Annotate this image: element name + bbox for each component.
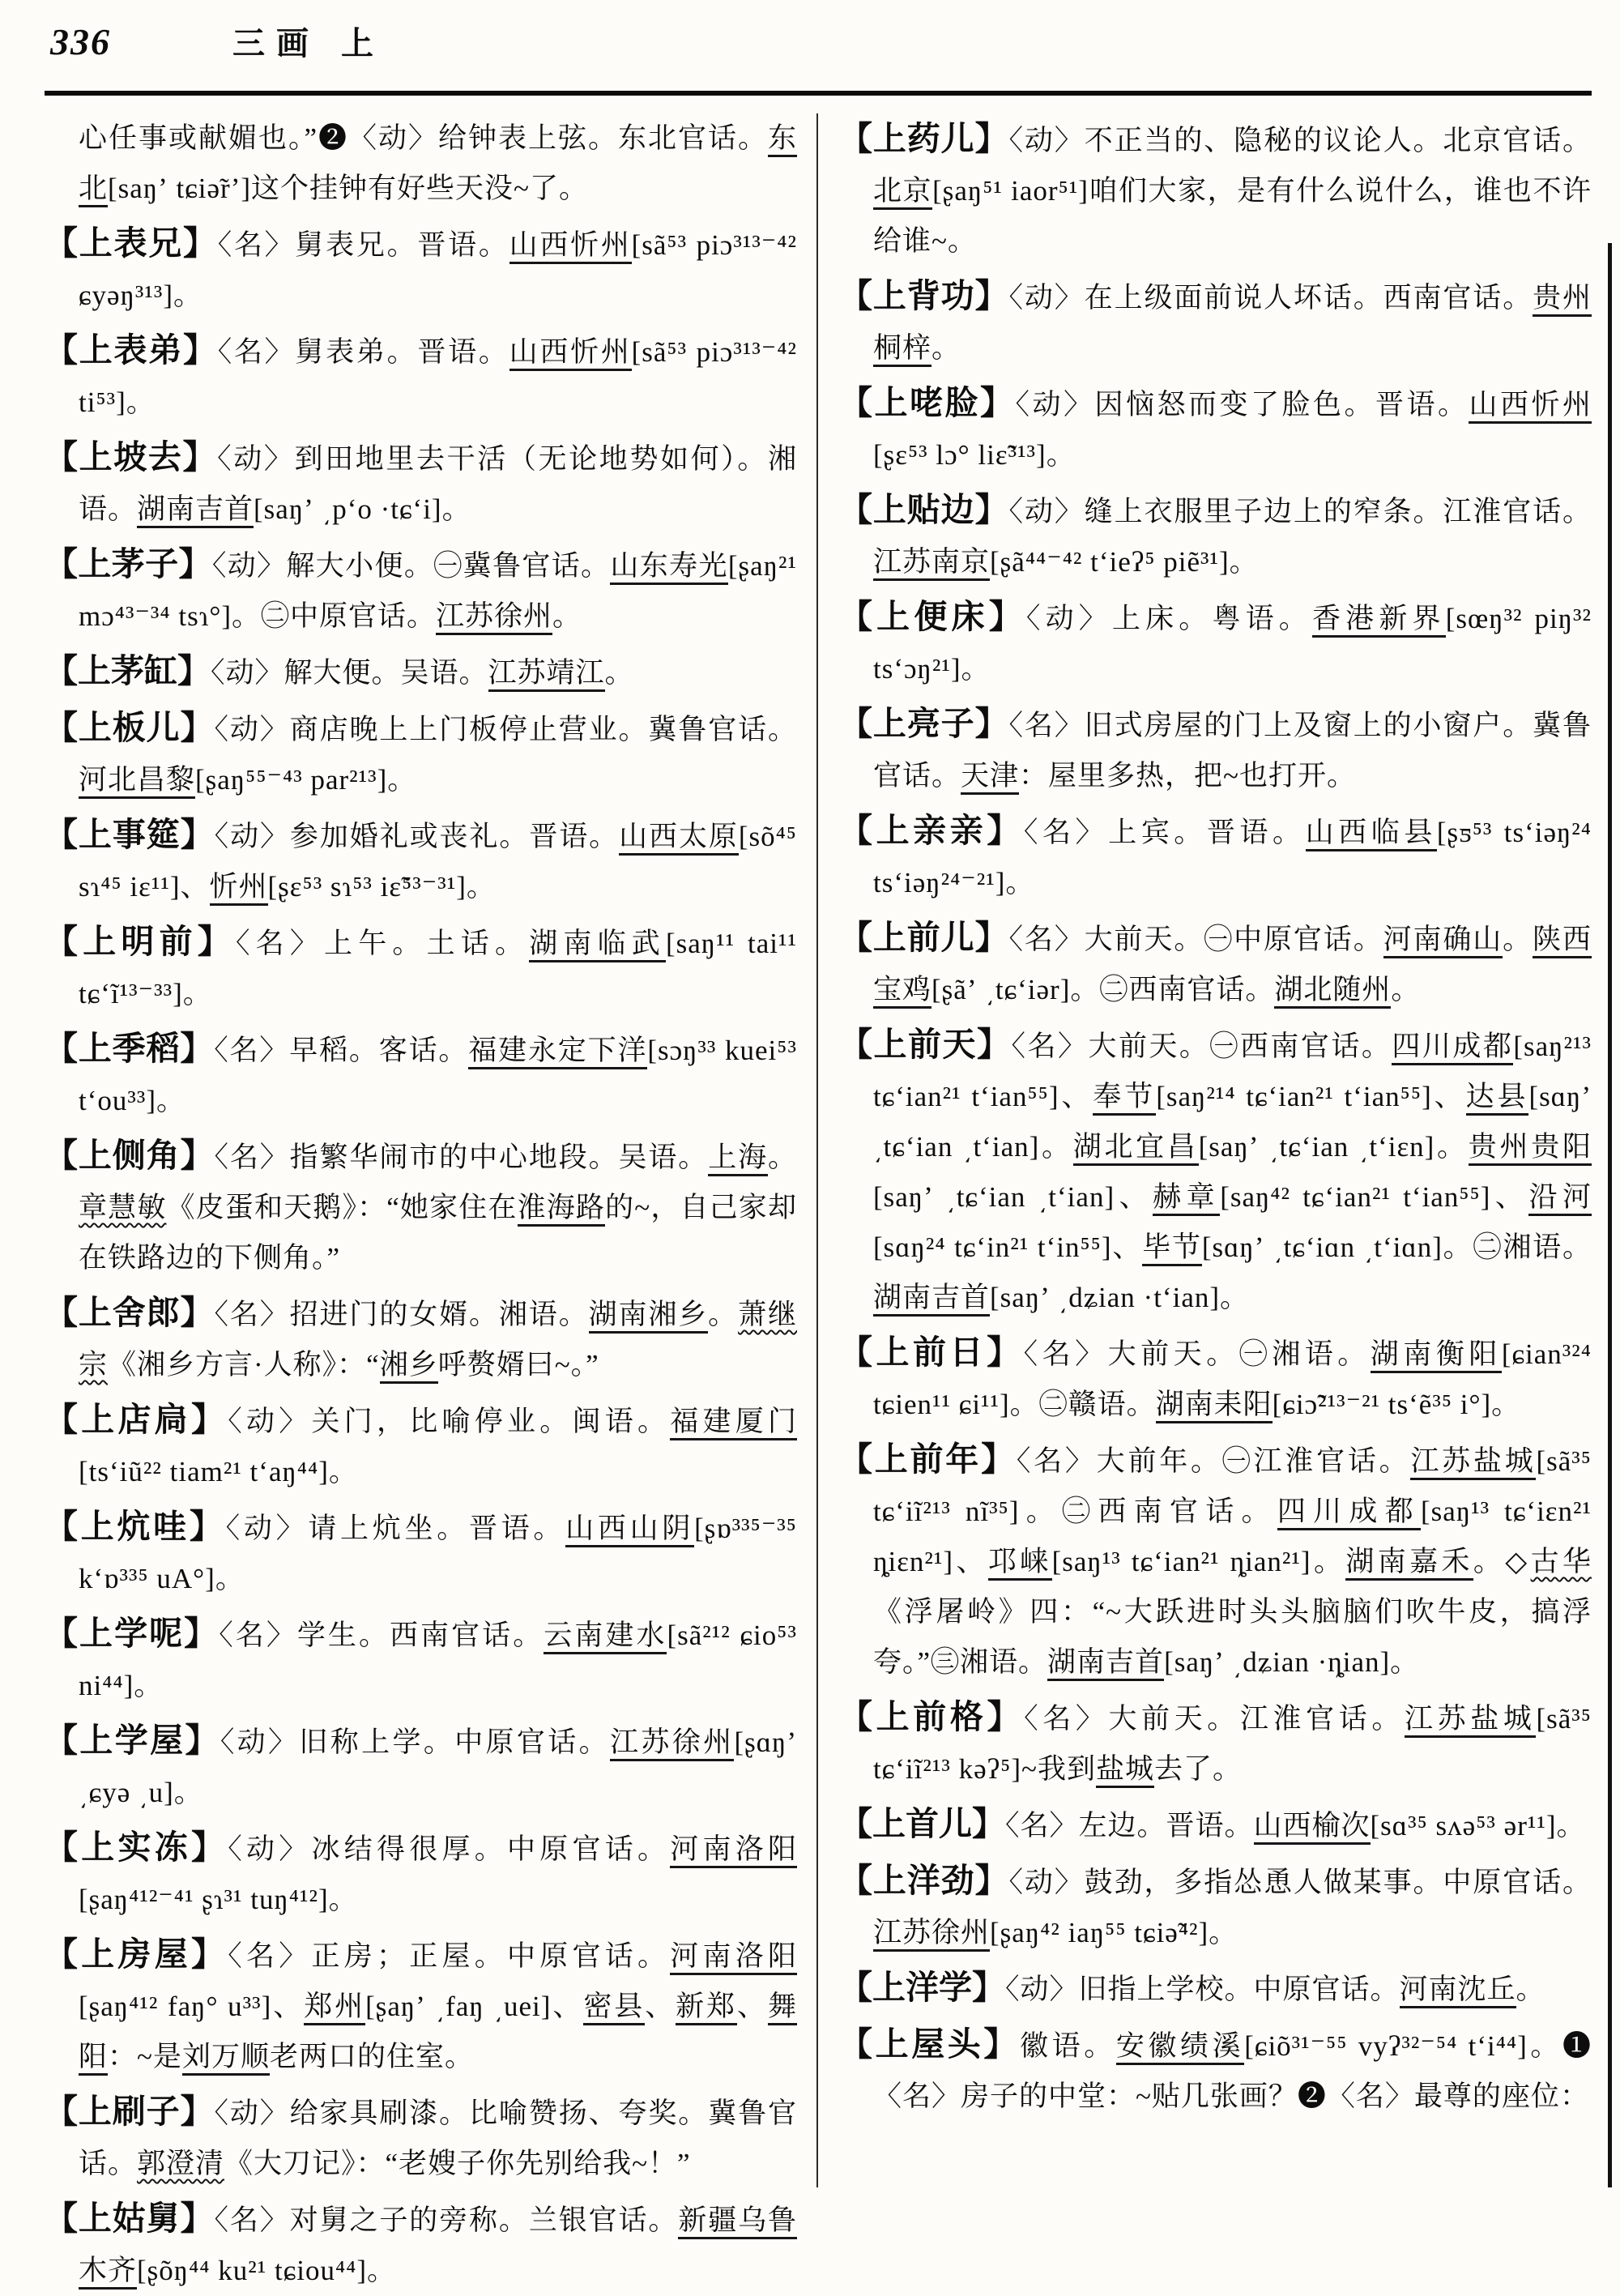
entry-headword: 【上坡去】 [45,438,218,476]
entry-text: 《皮蛋和天鹅》：“她家住在 [166,1192,518,1223]
entry-text: 〈名〉旧式房屋的门上及窗上的小窗户。冀鲁官话。 [873,710,1592,792]
entry-headword: 【上药儿】 [839,120,1009,157]
entry-headword: 【上店扃】 [45,1401,228,1438]
entry-text: [ɕiɔ̃²¹³⁻²¹ tsʻẽ³⁵ i°]。 [1272,1389,1521,1420]
entry-text: 呼赘婿曰~。” [437,1349,599,1381]
entry-text: [ɕian³²⁴ tɕien¹¹ ɕi¹¹]。㊁赣语。 [873,1338,1592,1420]
entry-text: [sɑŋʼ ͵tɕʻian ͵tʻian]。 [873,1081,1592,1163]
entry-text: 〈名〉早稻。客话。 [214,1035,469,1066]
proper-noun: 山东寿光 [610,550,727,585]
entry-text: [ʂõŋ⁴⁴ ku²¹ tɕiou⁴⁴]。 [137,2255,397,2286]
entry-headword: 【上炕哇】 [45,1508,226,1545]
proper-noun: 山西太原 [619,821,739,856]
entry-text: 徽语。 [1020,2030,1116,2062]
entry-text: ：~是 [108,2041,182,2072]
entry-text: [saŋʼ ͵tɕʻian ͵tʻian]、 [873,1181,1153,1213]
entry-text: [sã³⁵ tɕʻiĩ²¹³ kəʔ⁵]~我到 [873,1703,1592,1785]
dictionary-entry [839,271,1592,373]
dictionary-entry [839,1855,1592,1958]
proper-noun: 章慧敏 [79,1192,167,1223]
entry-text: [saŋ¹³ tɕʻian²¹ ȵian²¹]。 [1051,1546,1346,1577]
proper-noun: 刘万顺 [182,2041,270,2076]
dictionary-entry [45,1715,797,1818]
entry-headword: 【上亲亲】 [839,812,1024,849]
proper-noun: 郑州 [304,1991,365,2025]
dictionary-entry [45,432,797,535]
entry-headword: 【上学屋】 [45,1722,220,1759]
entry-text: 〈动〉商店晚上上门板停止营业。冀鲁官话。 [214,714,797,745]
entry-text: 心任事或献媚也。”❷〈动〉给钟表上弦。东北官话。 [79,122,768,154]
dictionary-entry [45,646,797,698]
dictionary-entry [45,702,797,805]
entry-headword: 【上明前】 [45,923,236,960]
entry-headword: 【上前儿】 [839,919,1009,956]
entry-headword: 【上屋头】 [839,2025,1021,2063]
entry-headword: 【上洋劲】 [839,1862,1009,1899]
entry-headword: 【上贴边】 [839,491,1009,528]
proper-noun: 毕节 [1142,1231,1202,1266]
entry-text: [ʂaŋ⁵¹ iaor⁵¹]咱们大家，是有什么说什么，谁也不许给谁~。 [873,175,1592,257]
dictionary-entry [45,2193,797,2296]
entry-text: 。 [1503,924,1533,955]
proper-noun: 忻州 [210,871,268,906]
page-number: 336 [50,21,111,62]
proper-noun: 萧继宗 [79,1299,797,1381]
entry-text: 〈名〉对舅之子的旁称。兰银官话。 [214,2204,679,2236]
entry-text: [ɕiõ³¹⁻⁵⁵ vyʔ³²⁻⁵⁴ tʻi⁴⁴]。❶〈名〉房子的中堂：~贴几张画？❷〈名〉最尊的座位： [873,2030,1592,2112]
proper-noun: 达县 [1466,1081,1529,1116]
dictionary-entry [839,591,1592,694]
right-column [818,113,1592,2187]
proper-noun: 江苏徐州 [610,1726,734,1761]
dictionary-entry [45,1608,797,1711]
entry-text: 。 [604,657,634,689]
proper-noun: 江苏南京 [873,546,990,581]
entry-text: [ʂaŋʼ ͵faŋ ͵uei]、 [365,1991,584,2022]
entry-headword: 【上板儿】 [45,709,215,746]
entry-text: [ʂɒ³³⁵⁻³⁵ kʻɒ³³⁵ uA°]。 [79,1513,797,1594]
entry-headword: 【上季稻】 [45,1030,215,1067]
entry-text: [sɑ³⁵ sʌə⁵³ ər¹¹]。 [1370,1810,1586,1841]
entry-text: 。 [767,1142,797,1173]
entry-text: [sã³⁵ tɕʻiĩ²¹³ nĩ³⁵]。㊁西南官话。 [873,1445,1592,1527]
entry-text: 、 [645,1991,676,2022]
entry-text: [ʂaŋ⁴¹²⁻⁴¹ ʂɿ³¹ tuŋ⁴¹²]。 [79,1884,358,1915]
entry-text: 〈动〉不正当的、隐秘的议论人。北京官话。 [1008,125,1592,156]
proper-noun: 陕西宝鸡 [873,924,1592,1009]
proper-noun: 东北 [79,122,797,207]
entry-text: [sã⁵³ piɔ³¹³⁻⁴² ti⁵³]。 [79,336,797,418]
dictionary-entry [45,916,797,1019]
entry-text: [sõ⁴⁵ sɿ⁴⁵ iɛ¹¹]、 [79,821,797,903]
entry-text: ：屋里多热，把~也打开。 [1019,760,1356,792]
proper-noun: 河北昌黎 [79,764,195,799]
entry-text: 〈名〉招进门的女婿。湘语。 [214,1299,589,1330]
entry-text: 。 [932,332,961,364]
entry-text: [saŋ⁴² tɕʻian²¹ tʻian⁵⁵]、 [1220,1181,1529,1213]
dictionary-body [45,113,1592,2286]
proper-noun: 北京 [873,175,932,210]
dictionary-entry [45,539,797,642]
dictionary-entry [839,2019,1592,2122]
dictionary-entry [839,1799,1592,1851]
page-edge-scan-artifact [1608,243,1612,2187]
entry-headword: 【上刷子】 [45,2093,215,2130]
entry-text: 〈名〉大前年。㊀江淮官话。 [1016,1445,1411,1477]
entry-text: [saŋʼ ͵dʑian ·ȵian]。 [1164,1646,1420,1678]
entry-text: [tsʻiũ²² tiam²¹ tʻaŋ⁴⁴]。 [79,1456,358,1487]
entry-text: [saŋʼ ͵tɕʻian ͵tʻiɛn]。 [1198,1131,1469,1163]
entry-text: 、 [737,1991,768,2022]
entry-text: [ʂɛ⁵³ lɔ° liɛ̃³¹³]。 [873,439,1076,471]
proper-noun: 山西忻州 [509,336,632,371]
stroke-section-title: 三画 [232,25,320,62]
entry-text: 〈名〉上宾。晋语。 [1023,817,1306,848]
entry-text: [ʂɛ⁵³ sɿ⁵³ iɛ̃⁵³⁻³¹]。 [267,871,496,903]
entry-text: 〈名〉学生。西南官话。 [219,1620,544,1651]
entry-text: 〈名〉大前天。㊀西南官话。 [1011,1031,1392,1062]
entry-text: 〈动〉鼓劲，多指怂恿人做某事。中原官话。 [1008,1867,1592,1898]
dictionary-entry [839,1692,1592,1795]
entry-text: [saŋ²¹³ tɕʻian²¹ tʻian⁵⁵]、 [873,1031,1592,1112]
entry-text: 〈动〉冰结得很厚。中原官话。 [228,1833,671,1865]
entry-headword: 【上洋学】 [839,1969,1005,2006]
proper-noun: 湖南湘乡 [589,1299,709,1334]
entry-text: 〈名〉舅表弟。晋语。 [217,336,509,368]
proper-noun: 江苏盐城 [1410,1445,1536,1480]
proper-noun: 湖南吉首 [137,493,254,528]
proper-noun: 贵州桐梓 [873,282,1592,367]
entry-text: [ʂɑŋʼ ͵ɕyə ͵u]。 [79,1726,797,1808]
proper-noun: 淮海路 [518,1192,605,1227]
proper-noun: 湖南耒阳 [1156,1389,1273,1423]
proper-noun: 福建厦门 [670,1406,797,1440]
proper-noun: 安徽绩溪 [1116,2030,1244,2065]
entry-headword: 【上茅缸】 [45,652,211,689]
entry-text: 〈动〉在上级面前说人坏话。西南官话。 [1008,282,1533,314]
dictionary-entry [839,912,1592,1015]
entry-text: 〈动〉解大便。吴语。 [211,657,488,689]
proper-noun: 福建永定下洋 [468,1035,647,1069]
entry-text: [saŋ¹¹ tai¹¹ tɕʻĩ¹³⁻³³]。 [79,928,798,1009]
continued-entry-text [45,113,797,214]
proper-noun: 上海 [708,1142,768,1176]
dictionary-entry [839,1019,1592,1323]
entry-headword: 【上表弟】 [45,331,218,369]
entry-text: 的~，自己家却在铁路边的下侧角。” [79,1192,797,1274]
entry-text: [ʂaŋ²¹ mɔ⁴³⁻³⁴ tsɿ°]。㊁中原官话。 [79,550,797,632]
proper-noun: 山西忻州 [1469,389,1592,424]
entry-text: 〈名〉大前天。㊀中原官话。 [1008,924,1383,955]
dictionary-entry [839,805,1592,908]
proper-noun: 江苏徐州 [436,600,552,635]
entry-text: [ʂaŋ⁴² iaŋ⁵⁵ tɕiə̃⁴²]。 [990,1917,1238,1948]
dictionary-entry [45,809,797,912]
entry-text: 〈名〉大前天。江淮官话。 [1024,1703,1405,1735]
proper-noun: 江苏徐州 [873,1917,990,1952]
proper-noun: 山西山阴 [565,1513,694,1547]
entry-text: [saŋʼ ͵pʻo ·tɕʻi]。 [254,493,471,525]
entry-text: 〈名〉上午。土话。 [235,928,530,959]
entry-headword: 【上背功】 [839,277,1009,314]
entry-headword: 【上事筵】 [45,816,215,853]
entry-text: [saŋ²¹⁴ tɕʻian²¹ tʻian⁵⁵]、 [1156,1081,1466,1112]
proper-noun: 贵州贵阳 [1469,1131,1592,1166]
entry-headword: 【上舍郎】 [45,1294,215,1331]
entry-text: [sɔŋ³³ kuei⁵³ tʻou³³]。 [79,1035,797,1116]
proper-noun: 湖南嘉禾 [1345,1546,1473,1581]
entry-text: 〈动〉因恼怒而变了脸色。晋语。 [1015,389,1469,420]
dictionary-entry [45,1501,797,1604]
proper-noun: 四川成都 [1392,1031,1513,1065]
entry-text: [saŋʼ tɕiə̃rʼ]这个挂钟有好些天没~了。 [108,173,588,204]
entry-headword: 【上前天】 [839,1026,1012,1063]
dictionary-entry [45,1023,797,1126]
proper-noun: 赫章 [1153,1181,1220,1216]
entry-text: 〈名〉正房；正屋。中原官话。 [228,1940,671,1972]
left-column [45,113,818,2286]
entry-text: [ʂaŋ⁴¹² faŋ° u³³]、 [79,1991,305,2022]
proper-noun: 山西榆次 [1254,1810,1371,1845]
proper-noun: 奉节 [1093,1081,1156,1116]
proper-noun: 湖北随州 [1274,974,1391,1009]
proper-noun: 天津 [961,760,1019,795]
radical-character: 上 [341,25,373,62]
proper-noun: 邛崃 [988,1546,1052,1581]
dictionary-entry [45,218,797,321]
entry-text: [ʂƽ⁵³ tsʻiəŋ²⁴ tsʻiəŋ²⁴⁻²¹]。 [873,817,1592,898]
entry-text: 〈名〉大前天。㊀湘语。 [1023,1338,1371,1370]
entry-text: 〈动〉解大小便。㊀冀鲁官话。 [211,550,611,582]
entry-text: [sɑŋ²⁴ tɕʻin²¹ tʻin⁵⁵]、 [873,1231,1143,1263]
entry-text: 。 [708,1299,739,1330]
dictionary-entry [839,1434,1592,1688]
entry-text: [sã⁵³ piɔ³¹³⁻⁴² ɕyəŋ³¹³]。 [79,229,797,311]
proper-noun: 舞阳 [79,1991,797,2076]
proper-noun: 云南建水 [544,1620,667,1654]
entry-headword: 【上首儿】 [839,1805,1005,1842]
entry-text: 〈动〉请上炕坐。晋语。 [225,1513,566,1544]
entry-text: 〈动〉关门，比喻停业。闽语。 [228,1406,671,1437]
proper-noun: 山西临县 [1306,817,1437,851]
proper-noun: 江苏靖江 [488,657,605,692]
dictionary-entry [839,484,1592,587]
entry-headword: 【上姑舅】 [45,2200,215,2237]
proper-noun: 密县 [583,1991,645,2025]
proper-noun: 郭澄清 [137,2148,225,2179]
entry-headword: 【上实冻】 [45,1829,228,1866]
entry-headword: 【上房屋】 [45,1935,228,1973]
entry-text: [ʂaŋ⁵⁵⁻⁴³ par²¹³]。 [195,764,417,796]
proper-noun: 江苏盐城 [1405,1703,1536,1738]
entry-headword: 【上前年】 [839,1440,1017,1478]
proper-noun: 河南沈丘 [1400,1974,1516,2008]
entry-text: 《浮屠岭》四：“~大跃进时头头脑脑们吹牛皮，搞浮夸。”㊂湘语。 [873,1596,1592,1678]
proper-noun: 河南洛阳 [670,1940,797,1975]
entry-text: 《湘乡方言·人称》：“ [108,1349,380,1381]
proper-noun: 沿河 [1528,1181,1592,1216]
entry-text: 〈名〉指繁华闹市的中心地段。吴语。 [214,1142,709,1173]
entry-text: [sɑŋʼ ͵tɕʻiɑn ͵tʻiɑn]。㊁湘语。 [1201,1231,1592,1263]
proper-noun: 山西忻州 [509,229,632,264]
dictionary-entry [839,378,1592,480]
entry-text: 〈名〉左边。晋语。 [1005,1810,1254,1841]
entry-text: 〈动〉上床。粤语。 [1025,603,1312,634]
entry-text: 。◇ [1473,1546,1531,1577]
dictionary-entry [45,1929,797,2082]
proper-noun: 新疆乌鲁木齐 [79,2204,797,2290]
proper-noun: 湖南临武 [529,928,666,962]
entry-text: 〈动〉到田地里去干活（无论地势如何）。湘语。 [79,443,797,525]
proper-noun: 新郑 [676,1991,737,2025]
entry-headword: 【上便床】 [839,598,1026,635]
dictionary-entry [45,1394,797,1497]
entry-text: 老两口的住室。 [269,2041,474,2072]
entry-text: 〈动〉旧称上学。中原官话。 [220,1726,610,1758]
header-rule [45,91,1592,96]
dictionary-entry [839,1327,1592,1430]
entry-text: 。 [1516,1974,1545,2005]
dictionary-entry [839,113,1592,267]
entry-text: 〈动〉旧指上学校。中原官话。 [1005,1974,1400,2005]
dictionary-entry [45,1822,797,1925]
entry-text: [sã²¹² ɕio⁵³ ni⁴⁴]。 [79,1620,797,1701]
entry-text: 〈动〉参加婚礼或丧礼。晋语。 [214,821,620,852]
dictionary-entry [839,1962,1592,2015]
proper-noun: 河南洛阳 [670,1833,797,1868]
dictionary-entry [839,698,1592,801]
dictionary-entry [45,1287,797,1390]
proper-noun: 古华 [1530,1546,1592,1577]
entry-headword: 【上前日】 [839,1334,1024,1371]
entry-text: 〈动〉缝上衣服里子边上的窄条。江淮官话。 [1008,496,1592,527]
proper-noun: 湖北宜昌 [1073,1131,1199,1166]
entry-text: 〈动〉给家具刷漆。比喻赞扬、夸奖。冀鲁官话。 [79,2098,797,2179]
entry-text: 《大刀记》：“老嫂子你先别给我~！” [224,2148,691,2179]
proper-noun: 湖南衡阳 [1371,1338,1502,1373]
dictionary-entry [45,1130,797,1283]
page-header [50,18,373,64]
proper-noun: 湖南吉首 [873,1282,990,1317]
dictionary-entry [45,325,797,428]
entry-headword: 【上前格】 [839,1698,1025,1735]
proper-noun: 四川成都 [1277,1496,1421,1530]
proper-noun: 湘乡 [380,1349,438,1384]
entry-text: 。 [552,600,582,632]
entry-headword: 【上侧角】 [45,1137,215,1174]
entry-text: [ʂã⁴⁴⁻⁴² tʻieʔ⁵ piẽ³¹]。 [990,546,1259,578]
entry-headword: 【上茅子】 [45,545,212,583]
entry-headword: 【上亮子】 [839,705,1009,742]
entry-text: [sœŋ³² piŋ³² tsʻɔŋ²¹]。 [873,603,1592,685]
entry-text: [saŋ¹³ tɕʻiɛn²¹ ȵiɛn²¹]、 [873,1496,1592,1577]
entry-text: 。 [1391,974,1421,1005]
proper-noun: 湖南吉首 [1047,1646,1164,1681]
entry-headword: 【上表兄】 [45,224,218,262]
entry-headword: 【上咾脸】 [839,384,1016,421]
entry-text: 去了。 [1153,1753,1242,1785]
entry-headword: 【上学呢】 [45,1615,220,1652]
proper-noun: 香港新界 [1312,603,1446,638]
proper-noun: 河南确山 [1383,924,1503,958]
proper-noun: 盐城 [1096,1753,1154,1788]
dictionary-entry [45,2086,797,2189]
entry-text: 〈名〉舅表兄。晋语。 [217,229,509,261]
entry-text: [ʂãʼ ͵tɕʻiər]。㊁西南官话。 [932,974,1275,1005]
entry-text: [saŋʼ ͵dʑian ·tʻian]。 [990,1282,1250,1313]
